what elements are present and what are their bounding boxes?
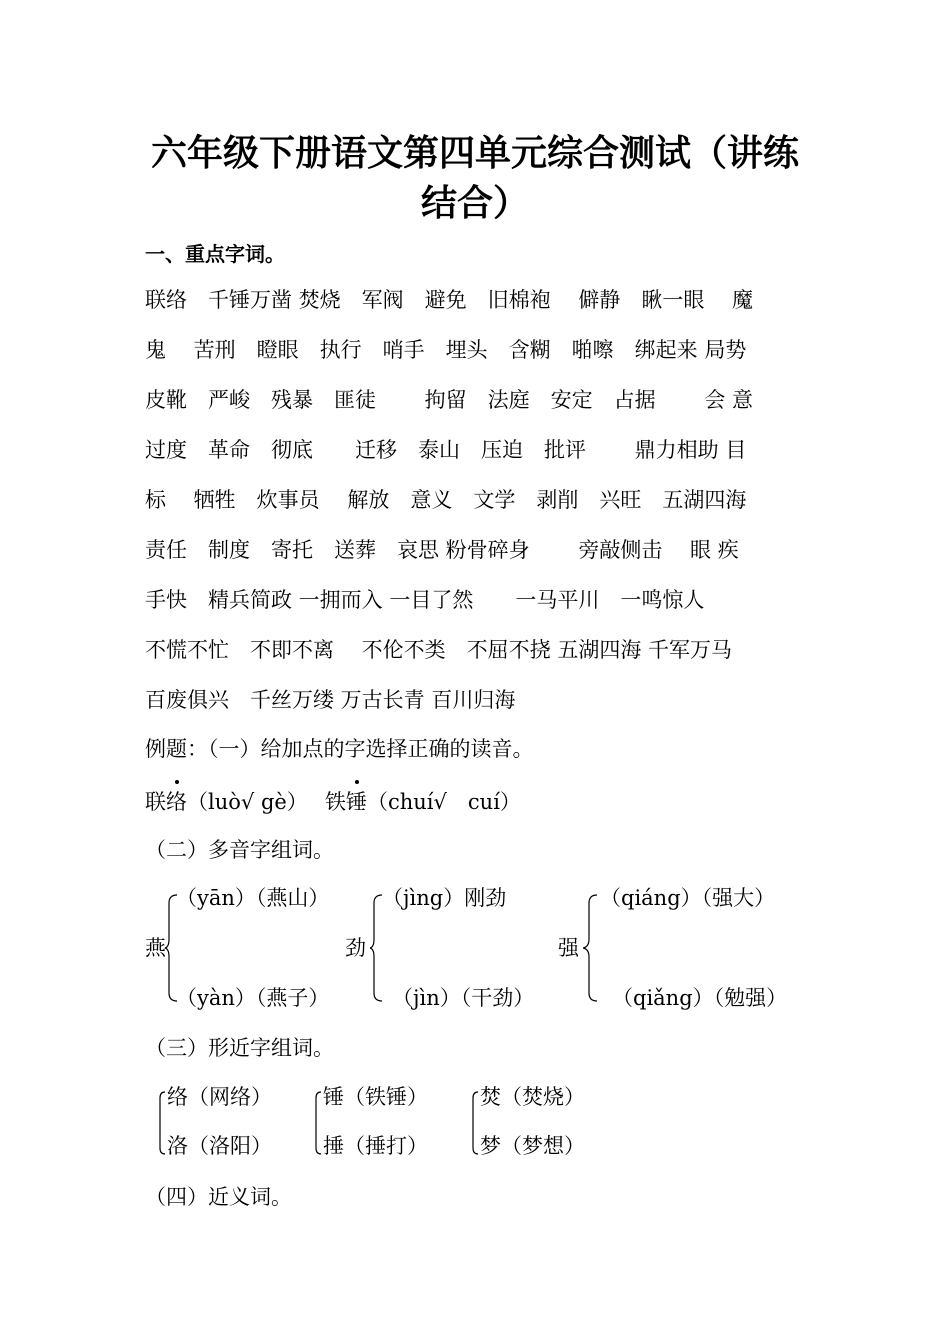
title-line-1: 六年级下册语文第四单元综合测试（讲练 [150,132,799,174]
polyphone-bottom: （jìn）（干劲） [392,986,535,1010]
similar-top: 络（网络） [167,1085,272,1109]
example1-char-a: 联 [145,790,166,814]
example-intro: 例题：（一）给加点的字选择正确的读音。 [145,737,534,761]
document-title [120,128,830,228]
example1-dotted-char: 络 [166,790,187,814]
word-line-4: 过度 革命 彻底 迁移 泰山 压迫 批评 鼎力相助 目 [145,438,747,462]
brace-icon [583,893,599,1003]
similar-top: 焚（焚烧） [480,1085,585,1109]
similar-bottom: 洛（洛阳） [167,1134,272,1158]
polyphone-char: 强 [558,936,579,960]
section-heading: 一、重点字词。 [145,242,285,266]
polyphone-top: （jìng）刚劲 [382,886,507,910]
part2-heading: （二）多音字组词。 [145,838,334,862]
example2-char-a: 铁 [325,790,346,814]
polyphone-char: 燕 [145,936,166,960]
polyphone-char: 劲 [345,936,366,960]
polyphone-top: （qiáng）（强大） [600,886,776,910]
polyphone-top: （yān）（燕山） [176,886,330,910]
polyphone-bottom: （yàn）（燕子） [176,986,330,1010]
similar-bottom: 梦（梦想） [480,1134,585,1158]
word-line-9: 百废俱兴 千丝万缕 万古长青 百川归海 [145,688,516,712]
part3-heading: （三）形近字组词。 [145,1036,334,1060]
bracket-icon [157,1090,167,1156]
word-line-5: 标 牺牲 炊事员 解放 意义 文学 剥削 兴旺 五湖四海 [145,488,747,512]
word-line-7: 手快 精兵简政 一拥而入 一目了然 一马平川 一鸣惊人 [145,588,705,612]
example2-answer: （chuí√ cuí） [367,790,521,814]
word-line-2: 鬼 苦刑 瞪眼 执行 哨手 埋头 含糊 啪嚓 绑起来 局势 [145,338,747,362]
part4-heading: （四）近义词。 [145,1185,292,1209]
similar-bottom: 捶（捶打） [323,1134,428,1158]
word-line-1: 联络 千锤万凿 焚烧 军阀 避免 旧棉袍 僻静 瞅一眼 魔 [145,288,754,312]
word-line-6: 责任 制度 寄托 送葬 哀思 粉骨碎身 旁敲侧击 眼 疾 [145,538,739,562]
word-line-3: 皮靴 严峻 残暴 匪徒 拘留 法庭 安定 占据 会 意 [145,388,754,412]
bracket-icon [470,1090,480,1156]
example1-answer: （luò√ gè） [187,790,298,814]
example2-dotted-char: 锤 [346,790,367,814]
similar-top: 锤（铁锤） [323,1085,428,1109]
word-line-8: 不慌不忙 不即不离 不伦不类 不屈不挠 五湖四海 千军万马 [145,638,733,662]
example-answers [145,788,810,816]
title-line-2: 结合） [420,182,529,224]
polyphone-bottom: （qiǎng）（勉强） [612,986,788,1010]
bracket-icon [313,1090,323,1156]
